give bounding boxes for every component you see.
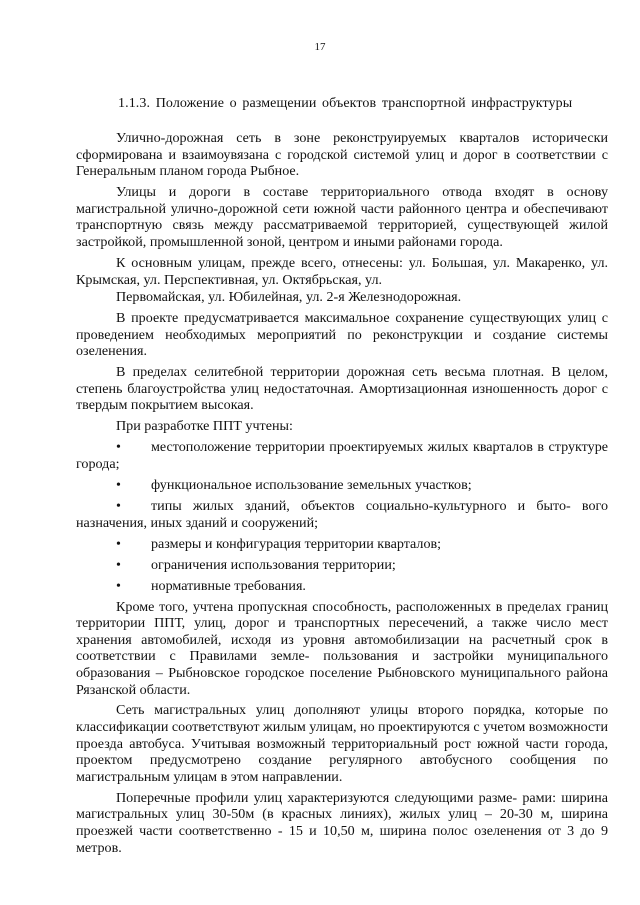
bullet-marker: • (116, 535, 121, 552)
bullet-marker: • (116, 498, 121, 514)
bullet-marker: • (116, 577, 121, 594)
bullet-item (76, 477, 608, 494)
bullet-item (76, 578, 608, 595)
paragraph: В пределах селитебной территории дорожная сеть весьма плотная. В целом, степень благоустройства улиц недостаточная. Амортизационная изношенность дорог с твердым покрытием высокая. (76, 364, 608, 414)
page-number: 17 (314, 41, 326, 53)
bullet-item (76, 439, 608, 472)
bullet-marker: • (116, 439, 121, 456)
bullet-item (76, 498, 608, 531)
paragraph: К основным улицам, прежде всего, отнесены: ул. Большая, ул. Макаренко, ул. Крымская, ул. Перспективная, ул. Октябрьская, ул. (76, 254, 608, 288)
bullet-text: размеры и конфигурация территории кварталов; (151, 535, 442, 552)
bullet-text: типы жилых зданий, объектов социально-культурного и быто- вого назначения, иных зданий и сооружений; (76, 498, 608, 531)
document-body (76, 130, 608, 861)
paragraph: Сеть магистральных улиц дополняют улицы второго порядка, которые по классификации соответствуют жилым улицам, но проектируются с учетом возможности проезда автобуса. Учитывая возможный территориальный рост южной части города, проектом предусмотрено создание регулярного автобусного сообщения по магистральным улицам в этом направлении. (76, 702, 609, 785)
paragraph: Кроме того, учтена пропускная способность, расположенных в пределах границ территории ППТ, улиц, дорог и транспортных пересечений, а также число мест хранения автомобилей, исходя из уровня автомобилизации на расчетный срок в соответствии с Правилами земле- пользования и застройки муниципального образования – Рыбновское городское поселение Рыбновского муниципального района Рязанской области. (76, 598, 608, 698)
bullet-text: ограничения использования территории; (151, 556, 396, 573)
bullet-text: нормативные требования. (151, 577, 306, 594)
paragraph: Улицы и дороги в составе территориального отвода входят в основу магистральной улично-дорожной сети южной части районного центра и обеспечивают транспортную связь между рассматриваемой территорией, существующей жилой застройкой, промышленной зоной, центром и иными районами города. (76, 184, 608, 250)
bullet-text: функциональное использование земельных участков; (151, 477, 472, 494)
bullet-text: местоположение территории проектируемых жилых кварталов в структуре города; (76, 439, 608, 473)
bullet-item (76, 536, 608, 553)
bullet-item (76, 557, 608, 574)
paragraph: Первомайская, ул. Юбилейная, ул. 2-я Железнодорожная. (116, 289, 462, 306)
paragraph: Улично-дорожная сеть в зоне реконструируемых кварталов исторически сформирована и взаимоувязана с городской системой улиц и дорог в соответствии с Генеральным планом города Рыбное. (76, 130, 608, 180)
paragraph: Поперечные профили улиц характеризуются следующими разме- рами: ширина магистральных улиц 30-50м (в красных линиях), жилых улиц – 20-30 м, ширина проезжей части соответственно - 15 и 10,50 м, ширина полос озеленения от 3 до 9 метров. (76, 789, 608, 856)
section-heading: 1.1.3. Положение о размещении объектов транспортной инфраструктуры (118, 96, 573, 111)
bullet-marker: • (116, 477, 121, 494)
bullet-marker: • (116, 556, 121, 573)
paragraph: В проекте предусматривается максимальное сохранение существующих улиц с проведением необходимых мероприятий по реконструкции и создание системы озеленения. (76, 310, 608, 360)
paragraph: При разработке ППТ учтены: (116, 418, 293, 435)
